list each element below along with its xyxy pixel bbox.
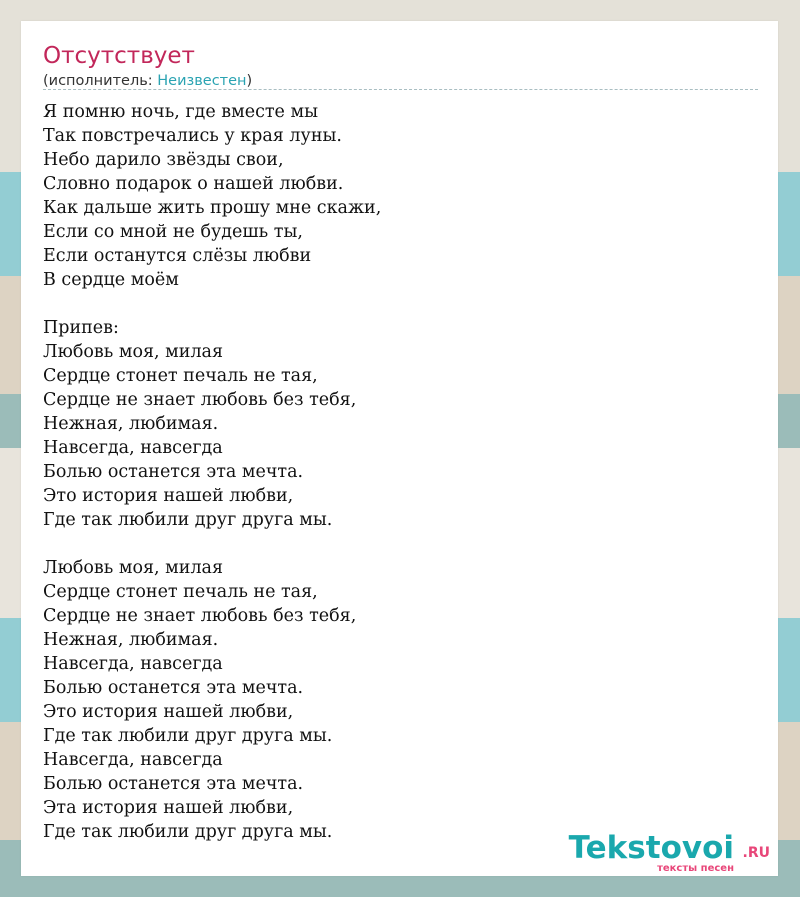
lyric-line <box>43 532 758 556</box>
lyrics-card <box>21 21 778 876</box>
lyric-line <box>43 292 758 316</box>
lyric-line: Нежная, любимая. <box>43 630 219 650</box>
lyric-line: Небо дарило звёзды свои, <box>43 150 284 170</box>
title-divider <box>43 89 758 90</box>
lyric-line: Навсегда, навсегда <box>43 438 223 458</box>
lyric-line: Припев: <box>43 318 119 338</box>
lyric-line: Я помню ночь, где вместе мы <box>43 102 319 122</box>
lyrics-text <box>43 100 758 844</box>
lyric-line: Где так любили друг друга мы. <box>43 822 333 842</box>
artist-suffix: ) <box>246 73 253 89</box>
lyric-line: Если со мной не будешь ты, <box>43 222 303 242</box>
artist-link[interactable]: Неизвестен <box>157 73 247 89</box>
lyric-line: Болью останется эта мечта. <box>43 774 304 794</box>
lyric-line: Эта история нашей любви, <box>43 798 294 818</box>
lyric-line: В сердце моём <box>43 270 179 290</box>
lyric-line: Навсегда, навсегда <box>43 750 223 770</box>
logo-tld: .RU <box>742 845 770 861</box>
lyric-line: Болью останется эта мечта. <box>43 462 304 482</box>
lyric-line: Сердце стонет печаль не тая, <box>43 582 318 602</box>
lyric-line: Сердце стонет печаль не тая, <box>43 366 318 386</box>
lyric-line: Словно подарок о нашей любви. <box>43 174 344 194</box>
lyric-line: Где так любили друг друга мы. <box>43 510 333 530</box>
lyric-line: Любовь моя, милая <box>43 558 224 578</box>
lyric-line: Сердце не знает любовь без тебя, <box>43 606 357 626</box>
lyric-line: Нежная, любимая. <box>43 414 219 434</box>
lyric-line: Любовь моя, милая <box>43 342 224 362</box>
logo-tagline: тексты песен <box>657 863 734 874</box>
lyric-line: Где так любили друг друга мы. <box>43 726 333 746</box>
lyric-line: Болью останется эта мечта. <box>43 678 304 698</box>
lyric-line: Навсегда, навсегда <box>43 654 223 674</box>
site-logo[interactable] <box>560 832 770 876</box>
lyric-line: Как дальше жить прошу мне скажи, <box>43 198 382 218</box>
song-title: Отсутствует <box>43 43 195 69</box>
artist-prefix: (исполнитель: <box>43 73 158 89</box>
artist-line <box>43 71 252 91</box>
lyric-line: Так повстречались у края луны. <box>43 126 342 146</box>
lyric-line: Сердце не знает любовь без тебя, <box>43 390 357 410</box>
logo-name: Tekstovoi <box>568 830 734 866</box>
lyric-line: Это история нашей любви, <box>43 486 294 506</box>
lyric-line: Если останутся слёзы любви <box>43 246 312 266</box>
lyric-line: Это история нашей любви, <box>43 702 294 722</box>
